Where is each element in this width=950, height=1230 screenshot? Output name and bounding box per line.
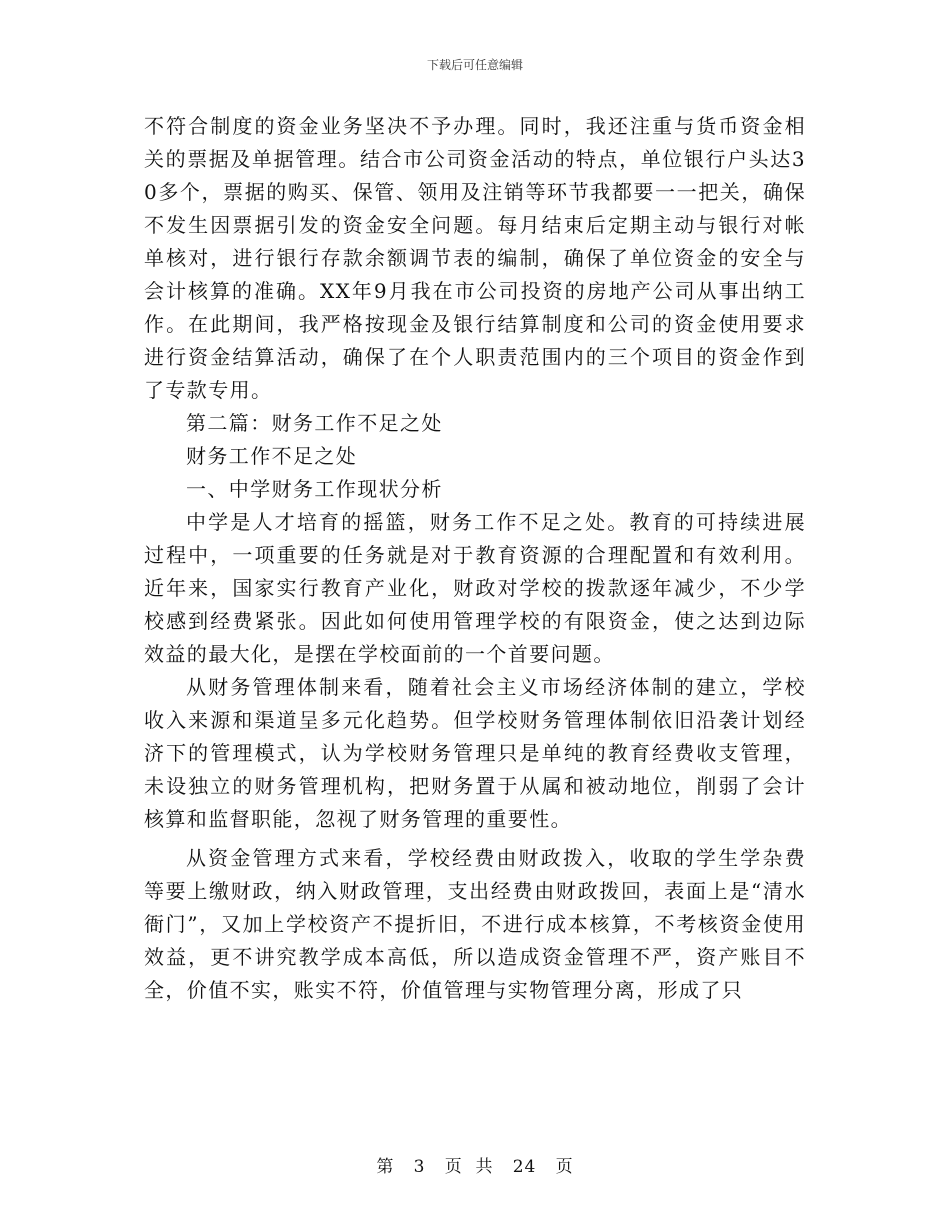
- page-number-footer: [0, 1152, 950, 1177]
- footer-suffix: 页: [555, 1157, 574, 1177]
- total-pages-number: 24: [512, 1157, 537, 1177]
- paragraph-management-system: 从财务管理体制来看，随着社会主义市场经济体制的建立，学校收入来源和渠道呈多元化趋势。但学校财务管理体制依旧沿袭计划经济下的管理模式，认为学校财务管理只是单纯的教育经费收支管理，未设独立的财务管理机构，把财务置于从属和被动地位，削弱了会计核算和监督职能，忽视了财务管理的重要性。: [144, 675, 806, 831]
- footer-prefix: 第: [376, 1157, 395, 1177]
- section-title: 第二篇：财务工作不足之处: [186, 411, 443, 435]
- subsection-heading: 一、中学财务工作现状分析: [186, 477, 443, 501]
- paragraph-intro: 中学是人才培育的摇篮，财务工作不足之处。教育的可持续进展过程中，一项重要的任务就是对于教育资源的合理配置和有效利用。近年来，国家实行教育产业化，财政对学校的拨款逐年减少，不少学校感到经费紧张。因此如何使用管理学校的有限资金，使之达到边际效益的最大化，是摆在学校面前的一个首要问题。: [144, 510, 806, 666]
- document-body: [144, 110, 806, 1007]
- paragraph-continued: 不符合制度的资金业务坚决不予办理。同时，我还注重与货币资金相关的票据及单据管理。结合市公司资金活动的特点，单位银行户头达30多个，票据的购买、保管、领用及注销等环节我都要一一把关，确保不发生因票据引发的资金安全问题。每月结束后定期主动与银行对帐单核对，进行银行存款余额调节表的编制，确保了单位资金的安全与会计核算的准确。XX年9月我在市公司投资的房地产公司从事出纳工作。在此期间，我严格按现金及银行结算制度和公司的资金使用要求进行资金结算活动，确保了在个人职责范围内的三个项目的资金作到了专款专用。: [144, 114, 806, 402]
- current-page-number: 3: [413, 1157, 426, 1177]
- page-header-note: 下载后可任意编辑: [426, 58, 523, 72]
- article-title: 财务工作不足之处: [186, 444, 358, 468]
- paragraph-fund-management: 从资金管理方式来看，学校经费由财政拨入，收取的学生学杂费等要上缴财政，纳入财政管理，支出经费由财政拨回，表面上是“清水衙门”，又加上学校资产不提折旧，不进行成本核算，不考核资金使用效益，更不讲究教学成本高低，所以造成资金管理不严，资产账目不全，价值不实，账实不符，价值管理与实物管理分离，形成了只: [144, 846, 806, 1002]
- footer-middle: 页 共: [444, 1157, 494, 1177]
